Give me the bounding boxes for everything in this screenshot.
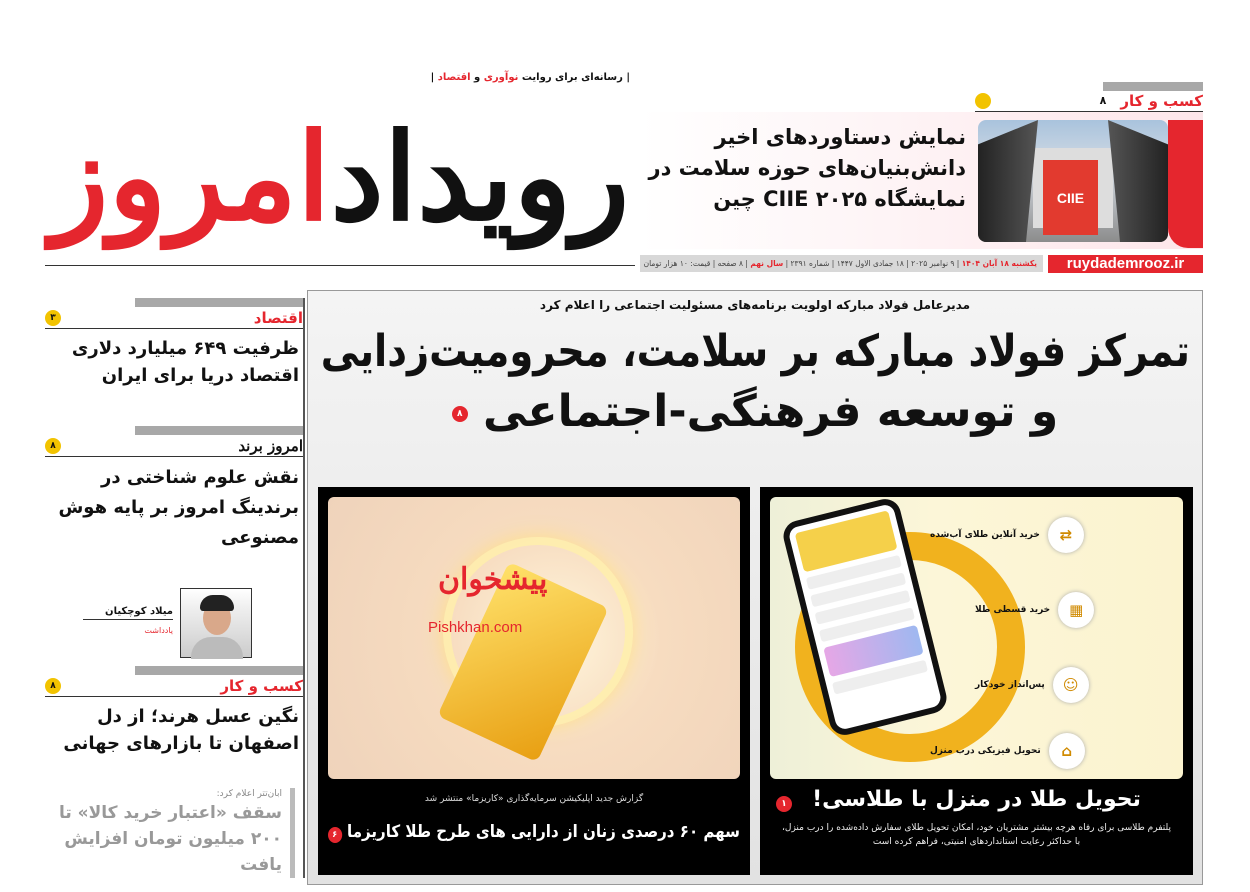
left-story-economy[interactable]: اقتصاد ۳ ظرفیت ۶۴۹ میلیارد دلاری اقتصاد دریا برای ایران — [45, 298, 303, 389]
masthead-logo[interactable]: رویدادامروز — [50, 107, 630, 248]
left-story-brand[interactable]: امروز برند ۸ نقش علوم شناختی در برندینگ امروز بر پایه هوش مصنوعی — [45, 426, 303, 553]
calendar-icon: ▦ — [1058, 592, 1094, 628]
author-byline[interactable]: میلاد کوچکیان یادداشت — [45, 588, 303, 658]
top-story-image: CIIE — [978, 120, 1168, 242]
main-kicker: مدیرعامل فولاد مبارکه اولویت برنامه‌های مسئولیت اجتماعی را اعلام کرد — [539, 298, 971, 312]
left-headline[interactable]: نقش علوم شناختی در برندینگ امروز بر پایه هوش مصنوعی — [58, 467, 299, 548]
top-story-headline[interactable]: نمایش دستاوردهای اخیر دانش‌بنیان‌های حوزه سلامت در نمایشگاه CIIE ۲۰۲۵ چین — [648, 125, 966, 211]
app-promo-image: ⇄ خرید آنلاین طلای آب‌شده ▦ خرید قسطی طلا ☺ پس‌انداز خودکار ⌂ تحویل فیزیکی درب منزل — [770, 497, 1183, 779]
exchange-icon: ⇄ — [1048, 517, 1084, 553]
panel-karizma[interactable]: پیشخوان Pishkhan.com گزارش جدید اپلیکیشن سرمایه‌گذاری «کاریزما» منتشر شد سهم ۶۰ درصدی زنان از دارایی های طرح طلا کاریزما ۶ — [318, 487, 750, 875]
tagline: | رسانه‌ای برای روایت نوآوری و اقتصاد | — [430, 72, 630, 83]
author-photo — [180, 588, 252, 658]
red-accent-strip — [1168, 120, 1203, 248]
dateline: یکشنبه ۱۸ آبان ۱۴۰۴ | ۹ نوامبر ۲۰۲۵ | ۱۸ جمادی الاول ۱۴۴۷ | شماره ۲۳۹۱ | سال نهم | ۸ صفحه | قیمت: ۱۰ هزار تومان — [640, 255, 1043, 272]
left-column — [45, 298, 305, 878]
main-headline[interactable]: تمرکز فولاد مبارکه بر سلامت، محرومیت‌زدایی و توسعه فرهنگی-اجتماعی ۸ — [320, 326, 1190, 437]
panel-talasi[interactable]: ⇄ خرید آنلاین طلای آب‌شده ▦ خرید قسطی طلا ☺ پس‌انداز خودکار ⌂ تحویل فیزیکی درب منزل تحویل طلا در منزل با طلاسی! پلتفرم طلاسی برای رفاه هرچه بیشتر مشتریان خود، امکان تحویل طلای سفارش داده‌شده را درب منزل، با حداکثر رعایت استانداردهای امنیتی، فراهم کرده است ۱ — [760, 487, 1193, 875]
left-headline[interactable]: ظرفیت ۶۴۹ میلیارد دلاری اقتصاد دریا برای ایران — [71, 338, 299, 386]
site-url[interactable]: ruydademrooz.ir — [1048, 255, 1203, 273]
top-section-header: کسب و کار ۸ — [975, 90, 1203, 112]
left-story-business[interactable]: کسب و کار ۸ نگین عسل هرند؛ از دل اصفهان تا بازارهای جهانی — [45, 666, 303, 757]
robot-icon: ☺ — [1053, 667, 1089, 703]
masthead-rule — [45, 265, 635, 266]
gray-story[interactable]: ابان‌تتر اعلام کرد: سقف «اعتبار خرید کالا» تا ۲۰۰ میلیون تومان افزایش یافت — [45, 788, 295, 878]
gold-bar-image: پیشخوان Pishkhan.com — [328, 497, 740, 779]
store-icon: ⌂ — [1049, 733, 1085, 769]
left-headline[interactable]: نگین عسل هرند؛ از دل اصفهان تا بازارهای جهانی — [63, 706, 299, 754]
section-dot — [975, 93, 991, 109]
